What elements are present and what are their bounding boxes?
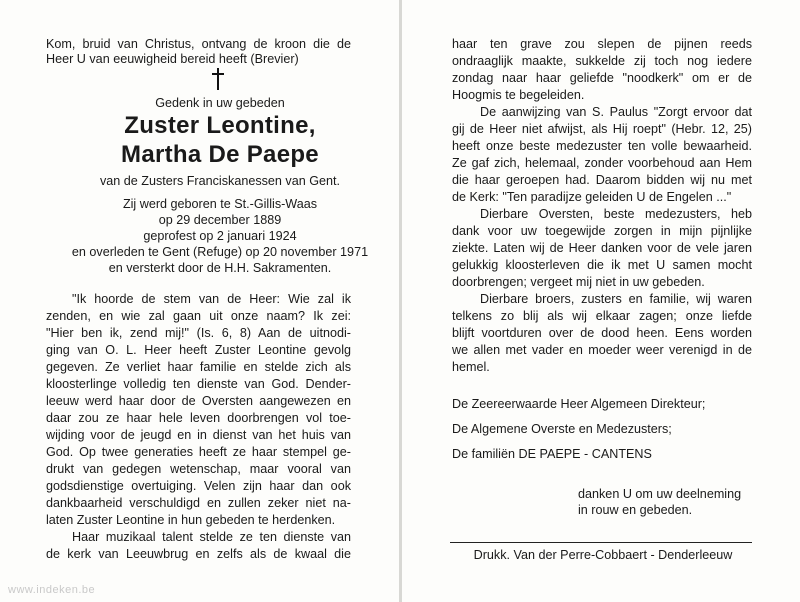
printer-credit: Drukk. Van der Perre-Cobbaert - Denderleeuw	[473, 548, 733, 562]
body-line-15: Haar muzikaal talent stelde ze ten dienste van	[72, 530, 351, 544]
right-body-line-13: ziekte. Laten wij de Heer danken voor de vele jaren	[452, 241, 752, 255]
body-line-6: kloosterlinge volledig ten dienste van God. Dender-	[46, 377, 351, 391]
body-line-12: godsdienstige overtuiging. Velen zijn haar dan ook	[46, 479, 351, 493]
bio-line-5: en versterkt door de H.H. Sakramenten.	[108, 261, 332, 275]
right-body-line-8: Ze gaf zich, helemaal, zonder voorbehoud aan Hem	[452, 156, 752, 170]
order-text: van de Zusters Franciskanessen van Gent.	[99, 174, 341, 188]
body-line-11: drukt van gedegen wetenschap, maar vooral van	[46, 462, 351, 476]
thanks-line-2: De Algemene Overste en Medezusters;	[452, 422, 672, 436]
body-line-14: laten Zuster Leontine in hun gebeden te herdenken.	[46, 513, 336, 527]
body-line-5: gegeven. Ze verliet haar familie en stelde zich als	[46, 360, 351, 374]
right-body-line-11: Dierbare Oversten, beste medezusters, heb	[480, 207, 752, 221]
right-body-line-6: gij de Heer niet afwijst, als Hij roept" (Hebr. 12, 25)	[452, 122, 752, 136]
body-line-1: "Ik hoorde de stem van de Heer: Wie zal ik	[72, 292, 351, 306]
bio-line-1: Zij werd geboren te St.-Gillis-Waas	[122, 197, 318, 211]
divider-rule	[450, 542, 752, 543]
thanks-line-3: De familiën DE PAEPE - CANTENS	[452, 447, 652, 461]
right-body-line-1: haar ten grave zou slepen de pijnen reeds	[452, 37, 752, 51]
gedenk-text: Gedenk in uw gebeden	[155, 96, 285, 110]
body-line-4: ging van O. L. Heer heeft Zuster Leontine gevolg	[46, 343, 351, 357]
body-line-3: "Hier ben ik, zend mij!" (Is. 6, 8) Aan de uitnodi-	[46, 326, 351, 340]
body-line-13: dankbaarheid verschuldigd en zullen zeker niet na-	[46, 496, 351, 510]
left-page	[0, 0, 399, 602]
body-line-8: daar zou ze haar hele leven doorbrengen vol toe-	[46, 411, 351, 425]
right-body-line-17: telkens zo blij als wij elkaar zagen; onze liefde	[452, 309, 752, 323]
thanks-line-1: De Zeereerwaarde Heer Algemeen Direkteur;	[452, 397, 706, 411]
right-body-line-5: De aanwijzing van S. Paulus "Zorgt ervoor dat	[480, 105, 752, 119]
right-body-line-2: ondraaglijk maakte, sukkelde zij toch nog iedere	[452, 54, 752, 68]
body-line-16: de kerk van Leeuwbrug en zelfs als de kwaal die	[46, 547, 351, 561]
right-body-line-15: doorbrengen; vergeet mij niet in uw gebeden.	[452, 275, 705, 289]
deceased-name-line-2: Martha De Paepe	[121, 141, 319, 168]
bio-line-3: geprofest op 2 januari 1924	[143, 229, 297, 243]
right-body-line-3: zondag naar haar geliefde "noodkerk" om er de	[452, 71, 752, 85]
right-body-line-10: de Kerk: "Ten paradijze geleiden U de Engelen ..."	[452, 190, 732, 204]
intro-line-1: Kom, bruid van Christus, ontvang de kroon die de	[46, 37, 351, 51]
right-body-line-14: gelukkig kloosterleven die ik met U samen mocht	[452, 258, 752, 272]
closing-line-1: danken U om uw deelneming	[578, 487, 742, 501]
closing-line-2: in rouw en gebeden.	[578, 503, 693, 517]
right-body-line-9: die haar geroepen had. Daarom bidden wij nu met	[452, 173, 752, 187]
body-line-2: zenden, en wie zal gaan uit onze naam? Ik zei:	[46, 309, 351, 323]
deceased-name-line-1: Zuster Leontine,	[124, 112, 316, 139]
right-body-line-7: heeft onze beste medezuster ten volle bewaarheid.	[452, 139, 752, 153]
cross-icon	[212, 68, 224, 90]
body-line-7: leeuw werd haar door de Oversten aangewezen en	[46, 394, 351, 408]
right-body-line-16: Dierbare broers, zusters en familie, wij waren	[480, 292, 752, 306]
right-body-line-4: Hoogmis te begeleiden.	[452, 88, 585, 102]
right-body-line-12: dank voor uw toegewijde zorgen in mijn pijnlijke	[452, 224, 752, 238]
right-body-line-20: hemel.	[452, 360, 490, 374]
bio-line-2: op 29 december 1889	[158, 213, 282, 227]
body-line-10: God. Op twee generaties heeft ze haar stempel ge-	[46, 445, 351, 459]
body-line-9: wijding voor de jeugd en in dienst van het huis van	[46, 428, 351, 442]
right-body-line-19: we allen met vader en moeder weer verenigd in de	[452, 343, 752, 357]
watermark: www.indeken.be	[8, 584, 96, 596]
right-body-line-18: blijft voortduren over de dood heen. Eens worden	[452, 326, 752, 340]
right-page	[402, 0, 800, 602]
intro-line-2: Heer U van eeuwigheid bereid heeft (Brevier)	[46, 52, 299, 66]
bio-line-4: en overleden te Gent (Refuge) op 20 november 1971	[71, 245, 369, 259]
